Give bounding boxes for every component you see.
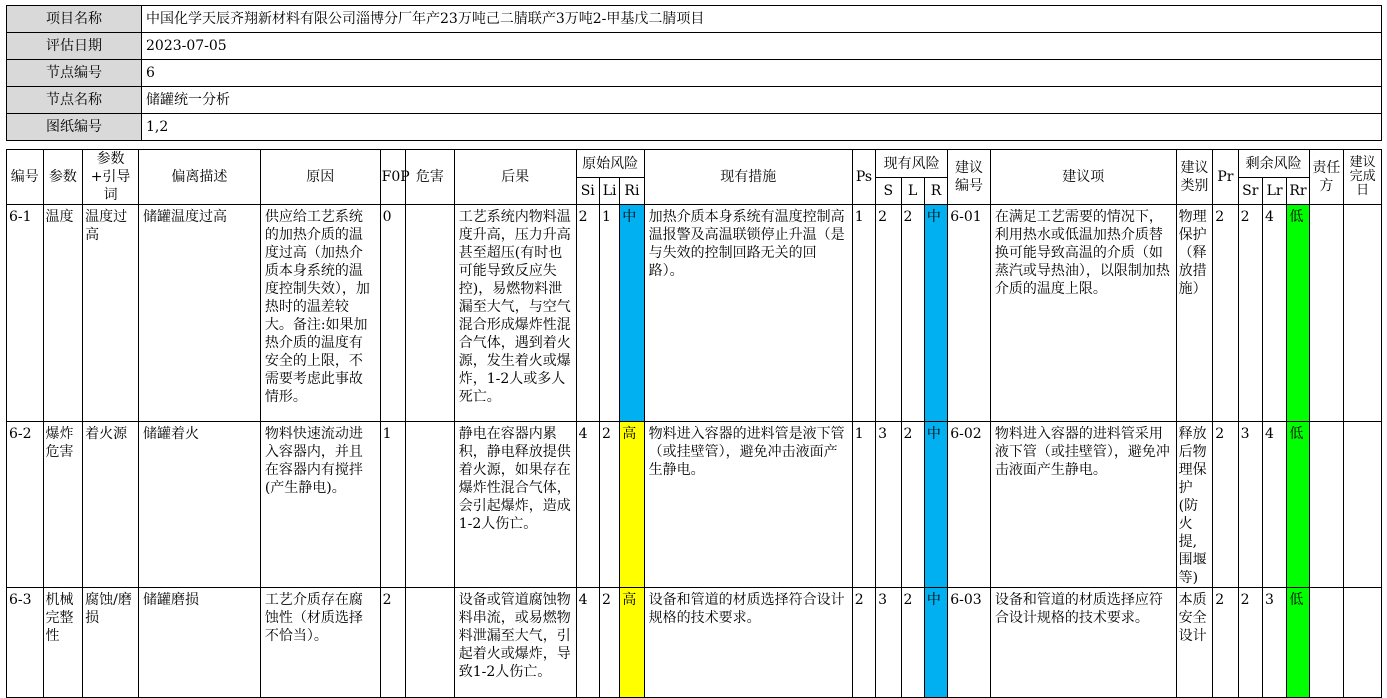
col-header-rec-type: 建议类别 xyxy=(1176,150,1213,205)
col-header-consequence: 后果 xyxy=(454,150,576,205)
col-header-owner: 责任方 xyxy=(1309,150,1344,205)
col-header-l: L xyxy=(901,178,924,205)
col-header-pr: Pr xyxy=(1213,150,1238,205)
cell-sr[interactable]: 2 xyxy=(1238,588,1262,698)
cell-ps[interactable]: 2 xyxy=(852,588,875,698)
table-row xyxy=(7,588,1382,698)
cell-no[interactable]: 6-1 xyxy=(7,205,44,422)
cell-si[interactable]: 2 xyxy=(576,205,599,422)
cell-pr[interactable]: 2 xyxy=(1213,205,1238,422)
cell-rec-type[interactable]: 物理保护（释放措施） xyxy=(1176,205,1213,422)
cell-consequence[interactable]: 工艺系统内物料温度升高，压力升高甚至超压(有时也可能导致反应失控)，易燃物料泄漏至大气，与空气混合形成爆炸性混合气体，遇到着火源，发生着火或爆炸，1-2人或多人死亡。 xyxy=(454,205,576,422)
cell-measures[interactable]: 设备和管道的材质选择符合设计规格的技术要求。 xyxy=(644,588,852,698)
cell-param[interactable]: 机械完整性 xyxy=(43,588,83,698)
cell-guide[interactable]: 温度过高 xyxy=(83,205,139,422)
col-header-recommendation: 建议项 xyxy=(990,150,1176,205)
col-header-no: 编号 xyxy=(7,150,44,205)
cell-deviation[interactable]: 储罐磨损 xyxy=(138,588,260,698)
meta-row-drawing xyxy=(7,114,1382,141)
project-name-label: 项目名称 xyxy=(7,6,142,33)
cell-l[interactable]: 2 xyxy=(901,422,924,588)
header-row-1 xyxy=(7,150,1382,178)
cell-consequence[interactable]: 静电在容器内累积，静电释放提供着火源，如果存在爆炸性混合气体，会引起爆炸，造成1-2人伤亡。 xyxy=(454,422,576,588)
cell-param[interactable]: 爆炸危害 xyxy=(43,422,83,588)
cell-lr[interactable]: 3 xyxy=(1262,588,1286,698)
table-row xyxy=(7,205,1382,422)
col-header-r: R xyxy=(924,178,947,205)
cell-cause[interactable]: 供应给工艺系统的加热介质的温度过高（加热介质本身系统的温度控制失效），加热时的温差较大。备注:如果加热介质的温度有安全的上限，不需要考虑此事故情形。 xyxy=(260,205,380,422)
cell-deviation[interactable]: 储罐温度过高 xyxy=(138,205,260,422)
cell-ps[interactable]: 1 xyxy=(852,422,875,588)
cell-consequence[interactable]: 设备或管道腐蚀物料串流，或易燃物料泄漏至大气，引起着火或爆炸，导致1-2人伤亡。 xyxy=(454,588,576,698)
cell-hazard[interactable] xyxy=(406,422,455,588)
cell-s[interactable]: 3 xyxy=(876,588,901,698)
meta-row-date xyxy=(7,33,1382,60)
col-header-li: Li xyxy=(599,178,619,205)
cell-pr[interactable]: 2 xyxy=(1213,588,1238,698)
cell-fop[interactable]: 0 xyxy=(380,205,405,422)
col-header-residual-risk: 剩余风险 xyxy=(1238,150,1309,178)
cell-cause[interactable]: 工艺介质存在腐蚀性（材质选择不恰当）。 xyxy=(260,588,380,698)
node-name-value[interactable]: 储罐统一分析 xyxy=(142,87,1382,114)
cell-lr[interactable]: 4 xyxy=(1262,422,1286,588)
cell-rr[interactable]: 低 xyxy=(1287,422,1309,588)
project-name-value[interactable]: 中国化学天辰齐翔新材料有限公司淄博分厂年产23万吨己二腈联产3万吨2-甲基戊二腈项目 xyxy=(142,6,1382,33)
col-header-done: 建议完成日 xyxy=(1344,150,1382,205)
cell-r[interactable]: 中 xyxy=(924,422,947,588)
assessment-date-label: 评估日期 xyxy=(7,33,142,60)
cell-li[interactable]: 2 xyxy=(599,588,619,698)
cell-lr[interactable]: 4 xyxy=(1262,205,1286,422)
cell-rec-no[interactable]: 6-03 xyxy=(948,588,991,698)
cell-param[interactable]: 温度 xyxy=(43,205,83,422)
cell-deviation[interactable]: 储罐着火 xyxy=(138,422,260,588)
col-header-current-risk: 现有风险 xyxy=(876,150,948,178)
col-header-original-risk: 原始风险 xyxy=(576,150,644,178)
cell-guide[interactable]: 着火源 xyxy=(83,422,139,588)
cell-rr[interactable]: 低 xyxy=(1287,205,1309,422)
cell-done[interactable] xyxy=(1344,588,1382,698)
col-header-deviation: 偏离描述 xyxy=(138,150,260,205)
cell-guide[interactable]: 腐蚀/磨损 xyxy=(83,588,139,698)
cell-l[interactable]: 2 xyxy=(901,205,924,422)
cell-r[interactable]: 中 xyxy=(924,205,947,422)
project-info-table xyxy=(6,5,1382,141)
meta-row-project xyxy=(7,6,1382,33)
col-header-cause: 原因 xyxy=(260,150,380,205)
cell-rr[interactable]: 低 xyxy=(1287,588,1309,698)
cell-fop[interactable]: 2 xyxy=(380,588,405,698)
cell-owner[interactable] xyxy=(1309,205,1344,422)
cell-owner[interactable] xyxy=(1309,588,1344,698)
cell-measures[interactable]: 物料进入容器的进料管是液下管（或挂壁管），避免冲击液面产生静电。 xyxy=(644,422,852,588)
cell-no[interactable]: 6-3 xyxy=(7,588,44,698)
cell-r[interactable]: 中 xyxy=(924,588,947,698)
node-name-label: 节点名称 xyxy=(7,87,142,114)
cell-li[interactable]: 1 xyxy=(599,205,619,422)
cell-recommendation[interactable]: 物料进入容器的进料管采用液下管（或挂壁管），避免冲击液面产生静电。 xyxy=(990,422,1176,588)
cell-recommendation[interactable]: 设备和管道的材质选择应符合设计规格的技术要求。 xyxy=(990,588,1176,698)
cell-done[interactable] xyxy=(1344,422,1382,588)
assessment-date-value[interactable]: 2023-07-05 xyxy=(142,33,1382,60)
cell-ri[interactable]: 中 xyxy=(620,205,644,422)
cell-recommendation[interactable]: 在满足工艺需要的情况下，利用热水或低温加热介质替换可能导致高温的介质（如蒸汽或导热油），以限制加热介质的温度上限。 xyxy=(990,205,1176,422)
cell-l[interactable]: 2 xyxy=(901,588,924,698)
cell-fop[interactable]: 1 xyxy=(380,422,405,588)
col-header-si: Si xyxy=(576,178,599,205)
cell-li[interactable]: 2 xyxy=(599,422,619,588)
node-number-label: 节点编号 xyxy=(7,60,142,87)
cell-s[interactable]: 2 xyxy=(876,205,901,422)
col-header-s: S xyxy=(876,178,901,205)
col-header-param: 参数 xyxy=(43,150,83,205)
col-header-rr: Rr xyxy=(1287,178,1309,205)
drawing-number-label: 图纸编号 xyxy=(7,114,142,141)
meta-row-node-no xyxy=(7,60,1382,87)
cell-hazard[interactable] xyxy=(406,588,455,698)
col-header-lr: Lr xyxy=(1262,178,1286,205)
cell-pr[interactable]: 2 xyxy=(1213,422,1238,588)
col-header-hazard: 危害 xyxy=(406,150,455,205)
col-header-rec-no: 建议编号 xyxy=(948,150,991,205)
cell-ri[interactable]: 高 xyxy=(620,422,644,588)
col-header-sr: Sr xyxy=(1238,178,1262,205)
cell-owner[interactable] xyxy=(1309,422,1344,588)
cell-cause[interactable]: 物料快速流动进入容器内，并且在容器内有搅拌(产生静电)。 xyxy=(260,422,380,588)
cell-rec-no[interactable]: 6-02 xyxy=(948,422,991,588)
cell-ri[interactable]: 高 xyxy=(620,588,644,698)
cell-si[interactable]: 4 xyxy=(576,588,599,698)
cell-no[interactable]: 6-2 xyxy=(7,422,44,588)
meta-row-node-name xyxy=(7,87,1382,114)
node-number-value[interactable]: 6 xyxy=(142,60,1382,87)
cell-si[interactable]: 4 xyxy=(576,422,599,588)
cell-rec-type[interactable]: 本质安全设计 xyxy=(1176,588,1213,698)
col-header-guide: 参数+引导词 xyxy=(83,150,139,205)
cell-measures[interactable]: 加热介质本身系统有温度控制高温报警及高温联锁停止升温（是与失效的控制回路无关的回路）。 xyxy=(644,205,852,422)
cell-rec-no[interactable]: 6-01 xyxy=(948,205,991,422)
col-header-measures: 现有措施 xyxy=(644,150,852,205)
col-header-ps: Ps xyxy=(852,150,875,205)
cell-hazard[interactable] xyxy=(406,205,455,422)
col-header-fop: F0P xyxy=(380,150,405,205)
col-header-ri: Ri xyxy=(620,178,644,205)
hazop-analysis-table xyxy=(6,149,1382,698)
cell-s[interactable]: 3 xyxy=(876,422,901,588)
drawing-number-value[interactable]: 1,2 xyxy=(142,114,1382,141)
cell-ps[interactable]: 1 xyxy=(852,205,875,422)
table-row xyxy=(7,422,1382,588)
cell-sr[interactable]: 3 xyxy=(1238,422,1262,588)
cell-done[interactable] xyxy=(1344,205,1382,422)
cell-sr[interactable]: 2 xyxy=(1238,205,1262,422)
cell-rec-type[interactable]: 释放后物理保护(防火提,围堰等) xyxy=(1176,422,1213,588)
